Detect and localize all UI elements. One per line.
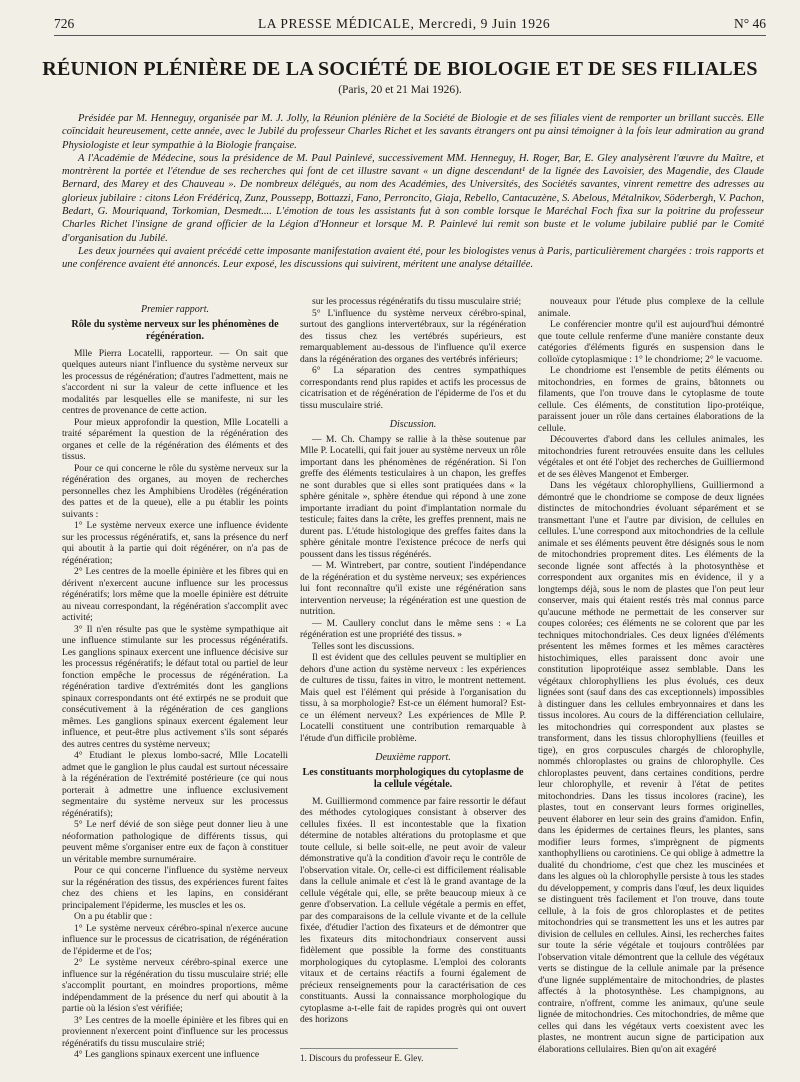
paragraph: 4° Etudiant le plexus lombo-sacré, Mlle Locatelli admet que le ganglion le plus caudal est surtout nécessaire à la régénération de l'extrémité postérieure (ce qui nous porterait à admettre une influence exclusivement segmentaire du système nerveux sur les processus régénératifs); [62, 750, 288, 819]
paragraph: Dans les végétaux chlorophylliens, Guilliermond a démontré que le chondriome se compose de deux lignées distinctes de mitochondries évoluant séparément et se transmettant l'une et l'autre par division, de cellules en cellules. L'une correspond aux mitochondries de la cellule animale et ses éléments peuvent être désignés sous le nom de mitochondries proprement dites. Les éléments de la seconde lignée sont affectés à la photosynthèse et correspondent aux organites mis en évidence, il y a longtemps déjà, sous le nom de plastes que l'on peut leur conserver, mais qui étaient restés très mal connus parce qu'aucune méthode ne permettait de les conserver sur coupes colorées; ces éléments ne se colorent que par les techniques mitochondriales. Ces deux lignées d'éléments présentent les mêmes formes et les mêmes caractères histochimiques, elles paraissent donc avoir une constitution lipoprotéique assez semblable. Dans les végétaux chlorophylliens les plus évolués, ces deux lignées sont (sauf dans des cas exceptionnels) impossibles à distinguer dans les cellules embryonnaires et dans les tissus incolores. Au cours de la différenciation cellulaire, les mitochondries qui correspondent aux plastes se transforment, dans les tissus chlorophylliens (feuilles et tige), en gros corpuscules chargés de chlorophylle, nommés chloroplastes ou grains de chlorophylle. Ces chloroplastes peuvent, dans certaines conditions, perdre leur chlorophylle, et revenir à l'état de petites mitochondries. Dans les tissus incolores (racine), les plastes, tout en conservant leurs formes originelles, peuvent élaborer en leur sein des grains d'amidon. Enfin, dans les épidermes de certaines fleurs, les plantes, sans modifier leurs formes, s'imprègnent de pigments xanthophylliens ou carotiniens. Ce qui oblige à admettre la dualité du chondriome, c'est que chez les muscinées et dans les algues où la chlorophylle persiste à tous les stades du développement, y compris dans l'œuf, les deux liquides se distinguent très facilement et l'on trouve, dans toute cellule, à la fois de gros chloroplastes et de petites mitochondries qui se transmettent les uns et les autres par division de cellules en cellules. Ainsi, les recherches faites sur toute la série végétale et toujours contrôlées par l'observation vitale démontrent que la cellule des végétaux verts se distingue de la cellule animale par la présence d'une lignée supplémentaire de mitochondries, de plastes affectés à la photosynthèse. Les champignons, au contraire, n'offrent, comme les animaux, qu'une seule lignée de mitochondries. Ces mitochondries, de même que celles qui dans les végétaux verts coexistent avec les plastes, ne montrent aucun signe de participation aux élaborations cellulaires. Bien qu'on ait exagéré [538, 480, 764, 1055]
section-label: Deuxième rapport. [375, 752, 451, 763]
paragraph: — M. Ch. Champy se rallie à la thèse soutenue par Mlle P. Locatelli, qui fait jouer au système nerveux un rôle important dans les phénomènes de régénération. Si l'on greffe des éléments testiculaires à un chapon, les greffes ne sont durables que si elles sont pratiquées dans « la sphère génitale », sphère étendue qui répond à une zone importante irradiant du point d'implantation normale du testicule; faites dans la crête, les greffes prennent, mais ne durent pas. L'étude histologique des greffes faites dans la sphère génitale montre l'existence précoce de nerfs qui poussent dans les tissus régénérés. [300, 433, 526, 560]
paragraph: Le conférencier montre qu'il est aujourd'hui démontré que toute cellule renferme d'une manière constante deux catégories d'éléments figurés en suspension dans le colloïde cytoplasmique : 1° le chondriome; 2° le vacuome. [538, 319, 764, 365]
column-2 [300, 296, 526, 1062]
page-number: 726 [54, 16, 75, 31]
paragraph: 5° L'influence du système nerveux cérébro-spinal, surtout des ganglions intervertébraux, sur la régénération des tissus chez les vertébrés supérieurs, est remarquablement au-dessous de l'influence qu'il exerce dans la régénération des organes des vertébrés inférieurs; [300, 307, 526, 365]
section-heading: Rôle du système nerveux sur les phénomènes de régénération. [71, 318, 279, 342]
paragraph: Pour mieux approfondir la question, Mlle Locatelli a traité séparément la question de la régénération des organes et celle de la régénération des éléments et des tissus. [62, 416, 288, 462]
paragraph: Découvertes d'abord dans les cellules animales, les mitochondries furent retrouvées ensuite dans les cellules végétales et ont été l'objet des recherches de Guilliermond et de ses élèves Mangenot et Emberger. [538, 434, 764, 480]
intro-paragraph: Les deux journées qui avaient précédé cette imposante manifestation avaient été, pour les biologistes venus à Paris, particulièrement chargées : trois rapports et une conférence avaient été annoncés. Leur exposé, les discussions qui suivirent, méritent une analyse détaillée. [62, 245, 764, 271]
paragraph: On a pu établir que : [74, 911, 153, 922]
paragraph: sur les processus régénératifs du tissu musculaire strié; [312, 296, 522, 307]
footnote: 1. Discours du professeur E. Gley. [300, 1048, 458, 1063]
column-1-body [62, 348, 288, 1061]
paragraph: — M. Wintrebert, par contre, soutient l'indépendance de la régénération et du système nerveux; ses expériences lui font reconnaître qu'il existe une régénération sans intervention nerveuse; la régénération est une question de nutrition. [300, 560, 526, 617]
column-1 [62, 296, 288, 1062]
paragraph: Pour ce qui concerne l'influence du système nerveux sur la régénération des tissus, des expériences furent faites chez des chiens et les lapins, en considérant principalement l'épiderme, les muscles et les os. [62, 865, 288, 911]
article-dates: (Paris, 20 et 21 Mai 1926). [338, 84, 462, 96]
article-intro [62, 112, 764, 272]
paragraph: 3° Les centres de la moelle épinière et les fibres qui en proviennent n'exercent point d'influence sur les processus régénératifs du tissu musculaire strié; [62, 1014, 288, 1049]
paragraph: Telles sont les discussions. [312, 640, 415, 652]
paragraph: Il est évident que des cellules peuvent se multiplier en dehors d'une action du système nerveux : les expériences de cultures de tissu, faites in vitro, le montrent nettement. Mais quel est l'élément qui préside à l'organisation du tissu, à sa morphologie? Est-ce un élément humoral? Est-ce un élément nerveux? Les expériences de Mlle P. Locatelli constituent une contribution remarquable à l'étude d'un difficile problème. [300, 652, 526, 744]
paragraph: 6° La séparation des centres sympathiques correspondants rend plus rapides et actifs les processus de cicatrisation et de régénération de l'épiderme de l'os et du tissu musculaire strié. [300, 365, 526, 411]
paragraph: 2° Les centres de la moelle épinière et les fibres qui en dérivent n'exercent aucune influence sur les processus régénératifs; lors même que la moelle épinière est détruite au niveau correspondant, la régénération s'accomplit avec activité; [62, 566, 288, 623]
discussion-body [300, 434, 526, 745]
paragraph: 1° Le système nerveux exerce une influence évidente sur les processus régénératifs, et, sans la présence du nerf qui aboutit à la partie qui doit régénérer, on n'a pas de régénération; [62, 520, 288, 566]
section-label: Premier rapport. [141, 304, 209, 315]
intro-paragraph: A l'Académie de Médecine, sous la présidence de M. Paul Painlevé, successivement MM. Henneguy, H. Roger, Bar, E. Gley analysèrent l'œuvre du Maître, et montrèrent la portée et l'étendue de ses recherches qui font de cet illustre savant « un digne descendant¹ de la lignée des Lavoisier, des Magendie, des Claude Bernard, des Marey et des Chauveau ». De nombreux délégués, au nom des Académies, des Universités, des Sociétés savantes, vinrent remettre des adresses au glorieux jubilaire : citons Léon Frédéricq, Zunz, Poussepp, Bottazzi, Fano, Perroncito, Giaja, Rebello, Cantacuzène, S. Abelous, Métalnikov, Söderbergh, V. Pachon, Bedart, G. Mouriquand, Torkomian, Desmedt.... L'émotion de tous les assistants fut à son comble lorsque le Maréchal Foch fixa sur la poitrine du professeur Charles Richet l'insigne de grand officier de la Légion d'Honneur et lorsque M. P. Painlevé lui remit son buste et le volume jubilaire publié par le Comité d'organisation du Jubilé. [62, 152, 764, 244]
section-heading: Les constituants morphologiques du cytoplasme de la cellule végétale. [302, 766, 524, 790]
column-3 [538, 296, 764, 1062]
column-3-body [538, 296, 764, 1055]
running-head [54, 16, 766, 36]
paragraph: M. Guilliermond commence par faire ressortir le défaut des méthodes cytologiques consistant à observer des cellules fixées. Il est incontestable que la fixation détermine de notables altérations du protoplasme et que toute cellule, si belle soit-elle, ne peut avoir de valeur démonstrative qu'à la condition d'avoir reçu le contrôle de l'observation vitale. Or, celle-ci est difficilement réalisable dans la cellule animale et c'est là le grand avantage de la cellule végétale qui, elle, se prête beaucoup mieux à ce genre d'observation. La cellule végétale a permis en effet, par des comparaisons de la cellule vivante et de la cellule fixée, d'étudier l'action des fixateurs et de démontrer que les fixateurs dits mitochondriaux conservent aussi fidèlement que possible la forme des constituants morphologiques du cytoplasme. L'emploi des colorants vitaux et de certains réactifs a fourni également de précieux renseignements pour la caractérisation de ces constituants. Aussi la connaissance morphologique du cytoplasme a-t-elle fait de rapides progrès qui ont ouvert des horizons [300, 795, 526, 1025]
paragraph: 2° Le système nerveux cérébro-spinal exerce une influence sur la régénération du tissu musculaire strié; elle s'accomplit pourtant, en moindres proportions, même indépendamment de la présence du nerf qui aboutit à la partie où la lésion s'est vérifiée; [62, 957, 288, 1014]
article-title: RÉUNION PLÉNIÈRE DE LA SOCIÉTÉ DE BIOLOGIE ET DE SES FILIALES [42, 58, 758, 80]
paragraph: Mlle Pierra Locatelli, rapporteur. — On sait que quelques auteurs niant l'influence du système nerveux sur les processus de régénération; d'autres l'admettent, mais ne s'accordent ni sur la valeur de cette influence et les modalités par lesquelles elle se manifeste, ni sur les centres de provenance de cette action. [62, 347, 288, 416]
journal-line: LA PRESSE MÉDICALE, Mercredi, 9 Juin 1926 [257, 16, 551, 31]
second-report-body [300, 796, 526, 1026]
column-2-body [300, 296, 526, 411]
intro-paragraph: Présidée par M. Henneguy, organisée par M. J. Jolly, la Réunion plénière de la Société de Biologie et de ses filiales vient de remporter un brillant succès. Elle coïncidait heureusement, cette année, avec le Jubilé du professeur Charles Richet et les savants étrangers ont pu ainsi témoigner à la fois leur admiration au grand Physiologiste et leur sympathie à la Biologie française. [62, 113, 764, 151]
paragraph: Le chondriome est l'ensemble de petits éléments ou mitochondries, en formes de grains, bâtonnets ou filaments, que l'on trouve dans le cytoplasme de toute cellule. Ces éléments, de constitution lipo-protéique, paraissent jouer un rôle dans certaines élaborations de la cellule. [538, 365, 764, 434]
discussion-label: Discussion. [389, 419, 437, 430]
issue-number: N° 46 [733, 16, 766, 31]
text-columns [62, 296, 764, 1062]
paragraph: Pour ce qui concerne le rôle du système nerveux sur la régénération des organes, au moyen de recherches personnelles chez les Amphibiens Urodèles (régénération des pattes et de la queue), elle a pu établir les points suivants : [62, 462, 288, 520]
paragraph: 5° Le nerf dévié de son siège peut donner lieu à une néoformation pathologique de différents tissus, qui peuvent même s'organiser entre eux de façon à constituer un véritable membre surnuméraire. [62, 819, 288, 865]
paragraph: — M. Caullery conclut dans le même sens : « La régénération est une propriété des tissus. » [300, 617, 526, 640]
paragraph: 3° Il n'en résulte pas que le système sympathique ait une influence stimulante sur les processus régénératifs. Les ganglions spinaux exercent une influence décisive sur les processus régénératifs; le défaut total ou partiel de leur fonction empêche le processus de régénération. La régénération tardive d'extrémités dont les ganglions spinaux correspondants ont été extirpés ne se produit que consécutivement à la régénération de ces ganglions mêmes. Les ganglions spinaux exercent également leur influence, et peut-être plus activement s'ils sont séparés des autres centres du système nerveux; [62, 623, 288, 750]
paragraph: 4° Les ganglions spinaux exercent une influence [74, 1049, 260, 1060]
paragraph: nouveaux pour l'étude plus complexe de la cellule animale. [538, 296, 764, 319]
paragraph: 1° Le système nerveux cérébro-spinal n'exerce aucune influence sur le processus de cicatrisation, de régénération de l'épiderme et de l'os; [62, 922, 288, 957]
